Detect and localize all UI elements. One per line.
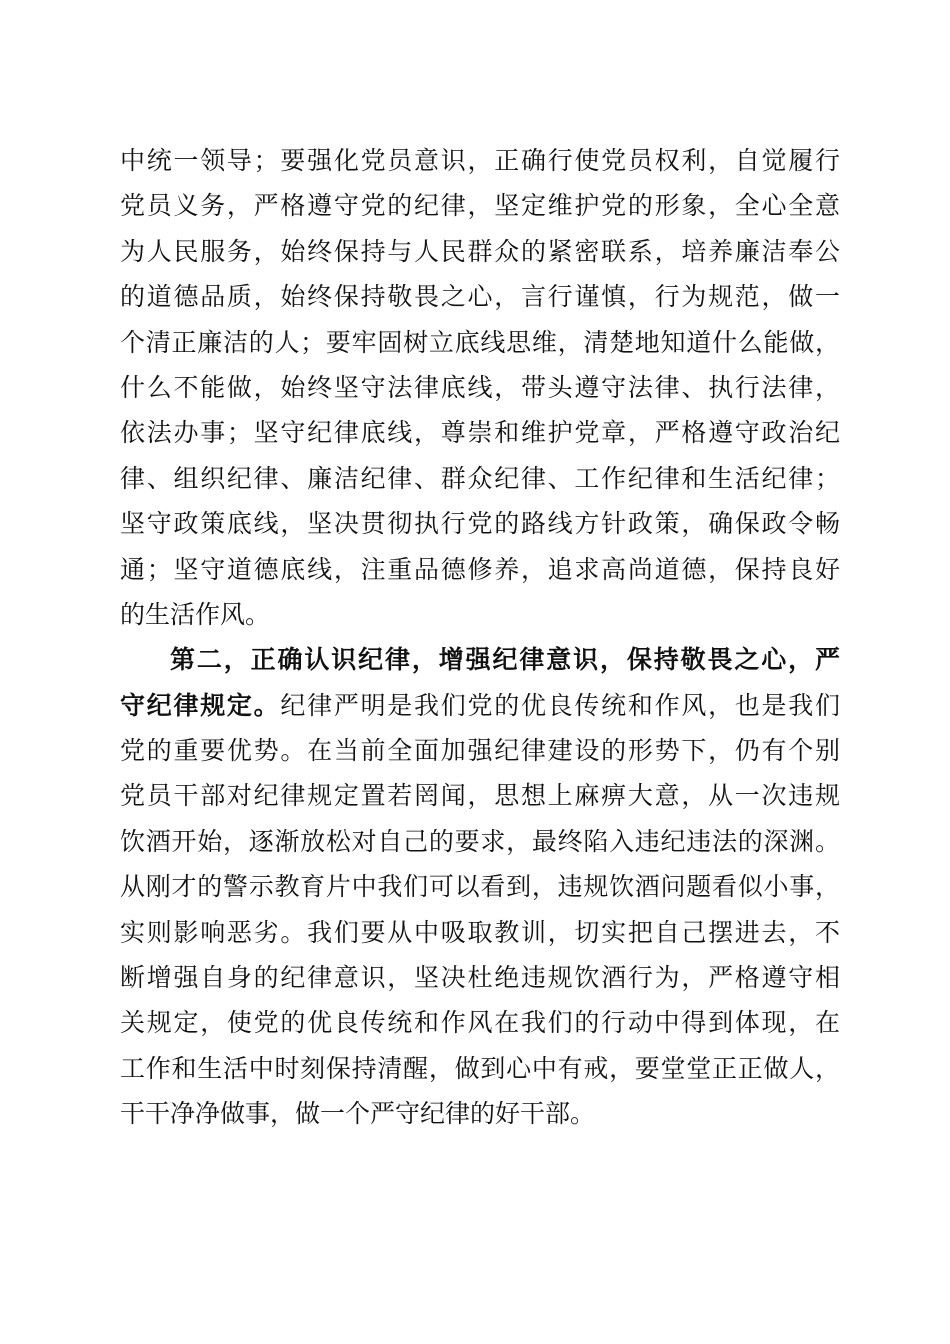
section-heading-end: 守纪律规定。 [120, 690, 281, 720]
paragraph-line: 从刚才的警示教育片中我们可以看到，违规饮酒问题看似小事， [120, 872, 840, 902]
paragraph-line: 党员干部对纪律规定置若罔闻，思想上麻痹大意，从一次违规 [120, 781, 840, 811]
paragraph-line: 工作和生活中时刻保持清醒，做到心中有戒，要堂堂正正做人， [120, 1053, 840, 1083]
document-body [120, 138, 840, 1137]
paragraph-line: 个清正廉洁的人；要牢固树立底线思维，清楚地知道什么能做， [120, 327, 840, 357]
paragraph-line: 中统一领导；要强化党员意识，正确行使党员权利，自觉履行 [120, 146, 840, 175]
paragraph-line [120, 683, 840, 728]
paragraph-line: 党的重要优势。在当前全面加强纪律建设的形势下，仍有个别 [120, 736, 840, 766]
paragraph-line: 干干净净做事，做一个严守纪律的好干部。 [120, 1099, 596, 1129]
paragraph-line: 断增强自身的纪律意识，坚决杜绝违规饮酒行为，严格遵守相 [120, 963, 840, 993]
paragraph-line: 通；坚守道德底线，注重品德修养，追求高尚道德，保持良好 [120, 554, 840, 584]
paragraph-line: 律、组织纪律、廉洁纪律、群众纪律、工作纪律和生活纪律； [120, 463, 840, 493]
paragraph-line: 关规定，使党的优良传统和作风在我们的行动中得到体现，在 [120, 1008, 840, 1038]
paragraph-line: 什么不能做，始终坚守法律底线，带头遵守法律、执行法律， [120, 372, 840, 402]
paragraph-line: 的生活作风。 [120, 599, 271, 629]
paragraph-line-rest: 纪律严明是我们党的优良传统和作风，也是我们 [280, 690, 840, 720]
paragraph-line: 党员义务，严格遵守党的纪律，坚定维护党的形象，全心全意 [120, 191, 840, 221]
paragraph-line: 依法办事；坚守纪律底线，尊崇和维护党章，严格遵守政治纪 [120, 418, 840, 448]
paragraph-line: 饮酒开始，逐渐放松对自己的要求，最终陷入违纪违法的深渊。 [120, 826, 840, 856]
section-heading-line: 第二，正确认识纪律，增强纪律意识，保持敬畏之心，严 [170, 645, 840, 675]
paragraph-line: 的道德品质，始终保持敬畏之心，言行谨慎，行为规范，做一 [120, 282, 840, 312]
paragraph-line: 坚守政策底线，坚决贯彻执行党的路线方针政策，确保政令畅 [120, 509, 840, 539]
paragraph-line: 为人民服务，始终保持与人民群众的紧密联系，培养廉洁奉公 [120, 236, 840, 266]
paragraph-line: 实则影响恶劣。我们要从中吸取教训，切实把自己摆进去，不 [120, 917, 840, 947]
